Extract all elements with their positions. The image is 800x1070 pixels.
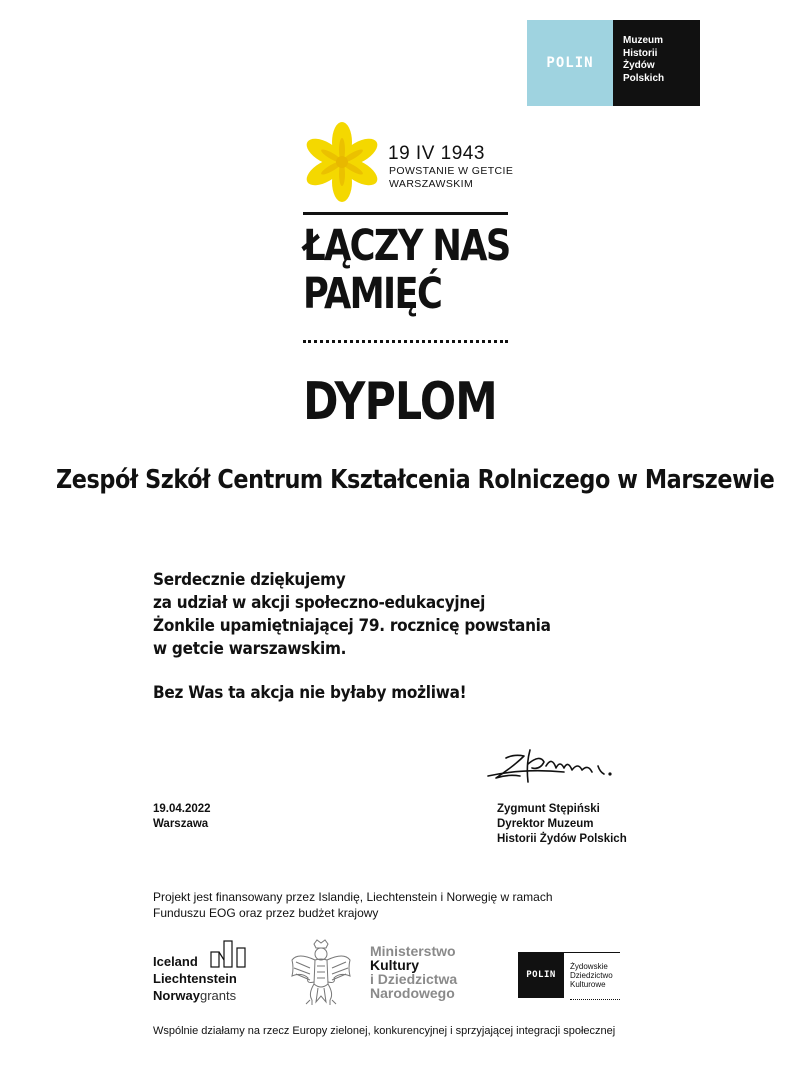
polin-logo-line: Polskich [623,72,665,84]
zdk-line: Kulturowe [570,980,606,989]
ministry-logo [370,944,457,1000]
grants-line: Iceland [153,954,198,969]
handwritten-signature [484,744,619,794]
polish-eagle-emblem-icon [288,938,354,1008]
polin-logo-mark [527,20,613,106]
signer-name: Zygmunt Stępiński [497,803,600,815]
zdk-line: Żydowskie [570,962,608,971]
event-date: 19 IV 1943 [388,143,485,164]
funding-note-line: Funduszu EOG oraz przez budżet krajowy [153,906,379,920]
polin-logo-line: Historii [623,47,658,59]
dotted-divider [303,340,508,343]
polin-logo-text [613,20,700,106]
ministry-line: Narodowego [370,985,455,1001]
thanks-line: w getcie warszawskim. [153,639,347,659]
grants-line: Liechtenstein [153,971,237,986]
funding-note-line: Projekt jest finansowany przez Islandię, Liechtenstein i Norwegię w ramach [153,890,553,904]
daffodil-icon [302,122,382,202]
grants-line [153,987,236,1004]
grants-word: grants [199,988,237,1003]
motto-line: ŁĄCZY NAS [303,221,510,271]
polin-brand-text: POLIN [546,55,594,71]
polin-museum-logo [527,20,700,106]
divider [303,212,508,215]
motto-line: PAMIĘĆ [303,269,442,319]
issue-date: 19.04.2022 [153,803,211,815]
zdk-logo [518,952,630,998]
zdk-text [564,952,630,998]
recipient-name: Zespół Szkół Centrum Kształcenia Rolniczego w Marszewie [56,465,775,495]
grants-bars-icon [210,940,246,968]
polin-logo-line: Muzeum [623,35,663,46]
zdk-dotted-divider [570,999,620,1000]
grants-norway: Norway [153,988,200,1003]
closing-message: Bez Was ta akcja nie byłaby możliwa! [153,683,467,703]
signer-role-line: Dyrektor Muzeum [497,818,594,830]
polin-logo-line: Żydów [623,60,655,71]
issue-place: Warszawa [153,818,209,830]
thanks-line: za udział w akcji społeczno-edukacyjnej [153,593,486,613]
zdk-line: Dziedzictwo [570,971,613,980]
ministry-line: Kultury [370,957,419,973]
diploma-title: DYPLOM [303,372,497,432]
zdk-polin-mark [518,952,564,998]
ministry-line: Ministerstwo [370,943,456,959]
ministry-line: i Dziedzictwa [370,971,458,987]
eea-grants-logo [153,950,263,1010]
event-subtitle-line: POWSTANIE W GETCIE [389,165,514,177]
signer-role-line: Historii Żydów Polskich [497,833,627,845]
footer-note: Wspólnie działamy na rzecz Europy zielonej, konkurencyjnej i sprzyjającej integracji społecznej [153,1025,616,1037]
thanks-message [153,569,551,661]
thanks-line: Żonkile upamiętniającej 79. rocznicę powstania [153,616,551,636]
event-subtitle-line: WARSZAWSKIM [389,178,474,190]
zdk-brand: POLIN [526,970,556,980]
motto [303,222,510,318]
thanks-line: Serdecznie dziękujemy [153,570,346,590]
